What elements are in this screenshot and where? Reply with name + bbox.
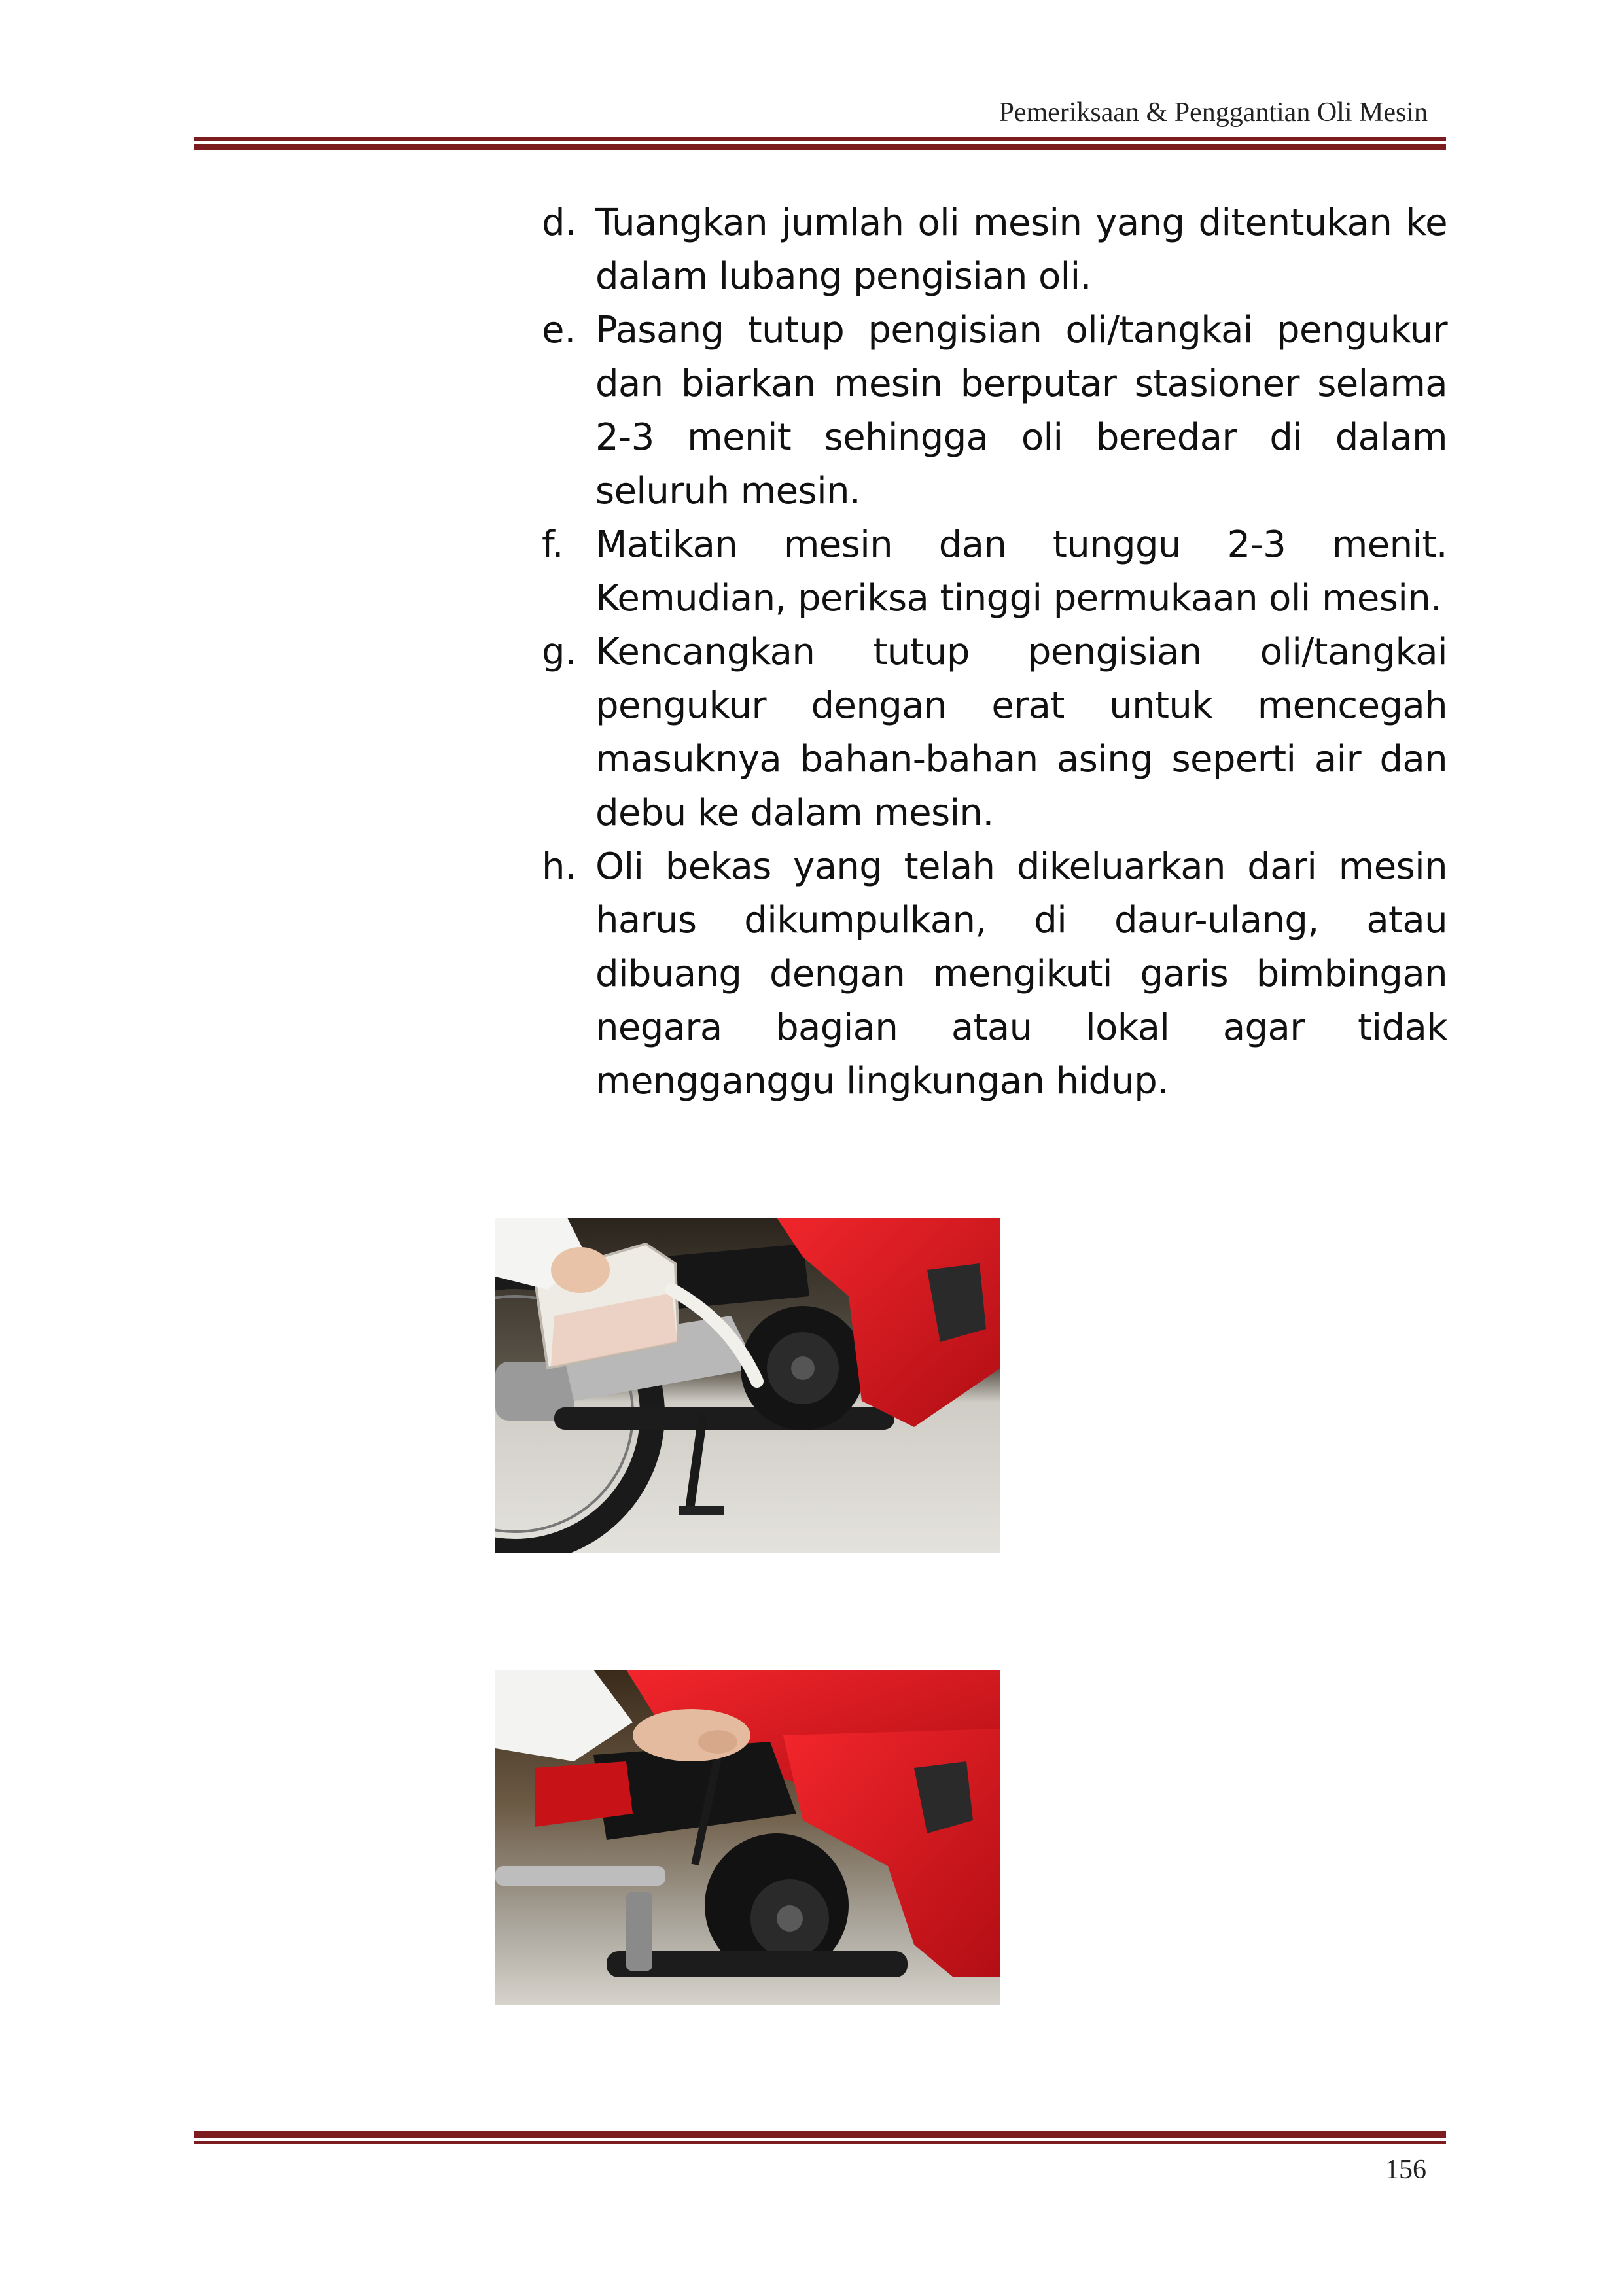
- step-marker: h.: [542, 845, 577, 888]
- running-header: Pemeriksaan & Penggantian Oli Mesin: [998, 97, 1428, 128]
- list-item: [542, 840, 1447, 1108]
- page-number: 156: [1385, 2155, 1426, 2185]
- instruction-list: [542, 196, 1447, 1108]
- photo-pouring-oil: [495, 1218, 1000, 1553]
- step-text: Kencangkan tutup pengisian oli/tangkai pengukur dengan erat untuk mencegah masuknya bahan-bahan asing seperti air dan debu ke dalam mesin.: [595, 631, 1447, 834]
- header-rule: [194, 137, 1446, 152]
- list-item: [542, 196, 1447, 304]
- step-marker: g.: [542, 631, 577, 673]
- step-text: Oli bekas yang telah dikeluarkan dari mesin harus dikumpulkan, di daur-ulang, atau dibuang dengan mengikuti garis bimbingan negara bagian atau lokal agar tidak mengganggu lingkungan hidup.: [595, 845, 1447, 1103]
- step-marker: e.: [542, 309, 576, 351]
- step-marker: d.: [542, 202, 577, 244]
- photo-tightening-cap: [495, 1670, 1000, 2005]
- step-text: Pasang tutup pengisian oli/tangkai pengukur dan biarkan mesin berputar stasioner selama 2-3 menit sehingga oli beredar di dalam seluruh mesin.: [595, 309, 1447, 512]
- list-item: [542, 518, 1447, 626]
- step-text: Tuangkan jumlah oli mesin yang ditentukan ke dalam lubang pengisian oli.: [595, 202, 1447, 298]
- step-marker: f.: [542, 523, 564, 566]
- step-text: Matikan mesin dan tunggu 2-3 menit. Kemudian, periksa tinggi permukaan oli mesin.: [595, 523, 1447, 620]
- list-item: [542, 626, 1447, 840]
- footer-rule: [194, 2131, 1446, 2146]
- list-item: [542, 304, 1447, 518]
